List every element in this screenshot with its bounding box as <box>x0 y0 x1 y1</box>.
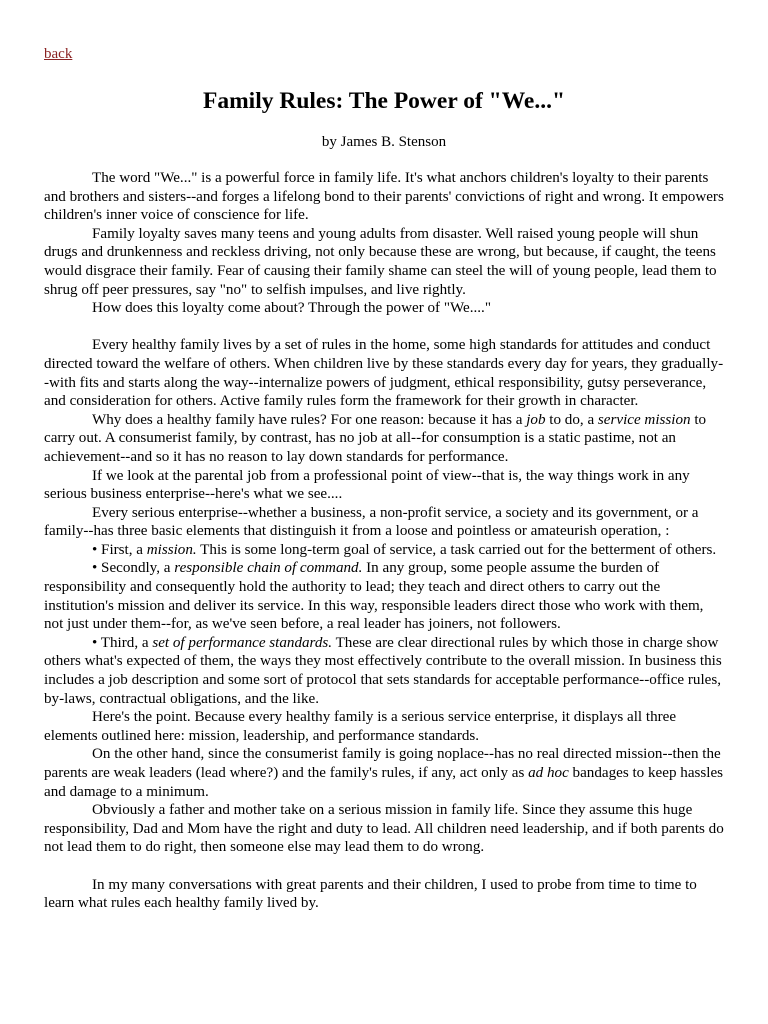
paragraph: The word "We..." is a powerful force in family life. It's what anchors children's loyalty to their parents and brothers and sisters--and forges a lifelong bond to their parents' convictions of right and wrong. It empowers children's inner voice of conscience for life. <box>44 170 724 224</box>
bullet-item <box>44 541 724 560</box>
bullet-item <box>44 634 724 708</box>
paragraph: Here's the point. Because every healthy family is a serious service enterprise, it displays all three elements outlined here: mission, leadership, and performance standards. <box>44 709 677 744</box>
emphasis: service mission <box>597 411 691 428</box>
paragraph: Obviously a father and mother take on a serious mission in family life. Since they assume this huge responsibility, Dad and Mom have the right and duty to lead. All children need leadership, and if both parents do not lead them to do right, then someone else may lead them to do wrong. <box>44 802 724 856</box>
paragraph: Family loyalty saves many teens and young adults from disaster. Well raised young people will shun drugs and drunkenness and reckless driving, not only because these are wrong, but because, if caught, the teens would disgrace their family. Fear of causing their family shame can steel the will of young people, lead them to shrug off peer pressures, say "no" to selfish impulses, and live rightly. <box>44 225 717 298</box>
text-run: These are clear directional rules by which those in charge show others what's expected of them, the ways they most effectively contribute to the overall mission. In business this includes a job description and some sort of protocol that sets standards for acceptable performance--office rules, by-laws, contractual obligations, and the like. <box>44 634 722 707</box>
text-run: to do, a <box>545 411 598 428</box>
emphasis: set of performance standards. <box>152 634 333 651</box>
paragraph: In my many conversations with great parents and their children, I used to probe from time to time to learn what rules each healthy family lived by. <box>44 876 697 912</box>
emphasis: ad hoc <box>528 765 569 781</box>
emphasis: job <box>526 411 546 428</box>
emphasis: mission. <box>146 541 197 558</box>
text-run: Why does a healthy family have rules? For one reason: because it has a <box>92 411 527 428</box>
paragraph: If we look at the parental job from a professional point of view--that is, the way things work in any serious business enterprise--here's what we see.... <box>44 467 690 503</box>
author-byline: by James B. Stenson <box>321 134 447 150</box>
paragraph: How does this loyalty come about? Through the power of "We...." <box>92 300 491 317</box>
emphasis: responsible chain of command. <box>174 560 363 577</box>
back-link[interactable]: back <box>44 46 73 62</box>
paragraph <box>44 745 724 801</box>
article-body <box>44 169 724 913</box>
text-run: • First, a <box>92 541 147 558</box>
bullet-item <box>44 559 724 633</box>
text-run: to carry out. A consumerist family, by contrast, has no job at all--for consumption is a static pastime, not an achievement--and so it has no reason to lay down standards for performance. <box>44 411 707 465</box>
article-title: Family Rules: The Power of "We..." <box>202 88 566 114</box>
text-run: bandages to keep hassles and damage to a minimum. <box>44 765 724 800</box>
paragraph: Every serious enterprise--whether a business, a non-profit service, a society and its government, or a family--has three basic elements that distinguish it from a loose and pointless or amateurish operation, : <box>44 504 699 540</box>
text-run: • Secondly, a <box>92 560 175 577</box>
text-run: • Third, a <box>92 634 153 651</box>
text-run: On the other hand, since the consumerist family is going noplace--has no real directed mission--then the parents are weak leaders (lead where?) and the family's rules, if any, act only as <box>44 746 721 781</box>
paragraph: Every healthy family lives by a set of rules in the home, some high standards for attitudes and conduct directed toward the welfare of others. When children live by these standards every day for years, they gradually--with fits and starts along the way--internalize powers of judgment, ethical responsibility, gutsy perseverance, and consideration for others. Active family rules form the framework for their growth in character. <box>44 337 724 410</box>
text-run: In any group, some people assume the burden of responsibility and consequently hold the authority to lead; they teach and direct others to carry out the institution's mission and deliver its service. In this way, responsible leaders direct those who work with them, not just under them--for, as we've seen before, a real leader has joiners, not followers. <box>44 560 704 633</box>
paragraph <box>44 411 724 467</box>
text-run: This is some long-term goal of service, a task carried out for the betterment of others. <box>196 541 717 558</box>
